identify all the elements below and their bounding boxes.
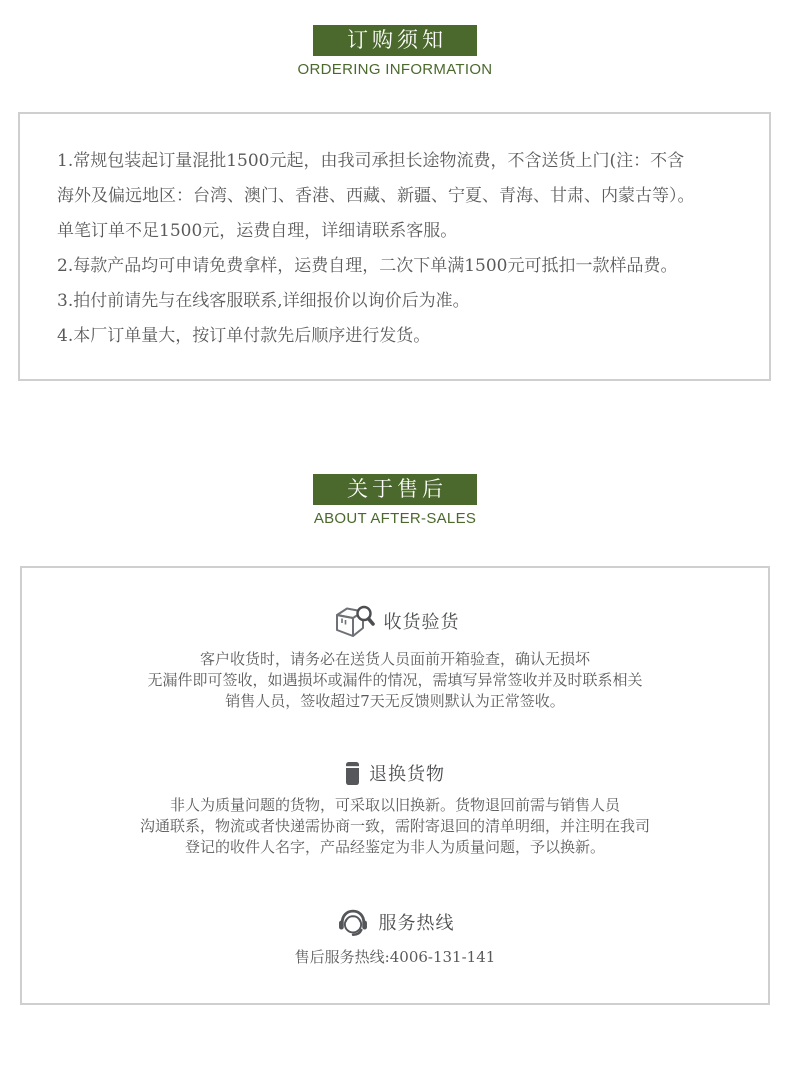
ordering-line: 4.本厂订单量大，按订单付款先后顺序进行发货。: [57, 326, 431, 346]
ordering-title-badge: 订购须知: [313, 25, 477, 56]
return-goods-icon: [345, 761, 360, 786]
headset-icon: [336, 906, 370, 938]
inspection-line: 客户收货时，请务必在送货人员面前开箱验查，确认无损坏: [199, 650, 590, 668]
hotline-title: 服务热线: [378, 913, 455, 933]
ordering-line: 单笔订单不足1500元，运费自理，详细请联系客服。: [57, 221, 458, 241]
ordering-notice-box: [18, 112, 771, 381]
inspection-text: [22, 649, 768, 712]
ordering-section-header: [0, 25, 790, 78]
ordering-line: 2.每款产品均可申请免费拿样，运费自理，二次下单满1500元可抵扣一款样品费。: [57, 256, 678, 276]
inspection-title: 收货验货: [383, 612, 460, 632]
after-sales-title-badge: 关于售后: [313, 474, 477, 505]
hotline-text: [22, 947, 768, 968]
hotline-number: 售后服务热线:4006-131-141: [294, 948, 496, 966]
inspection-block: [22, 602, 768, 712]
return-block: [22, 760, 768, 858]
return-line: 登记的收件人名字，产品经鉴定为非人为质量问题，予以换新。: [184, 838, 605, 856]
ordering-line: 海外及偏远地区：台湾、澳门、香港、西藏、新疆、宁夏、青海、甘肃、内蒙古等）。: [57, 186, 695, 206]
return-title-row: [22, 760, 768, 786]
after-sales-box: [20, 566, 770, 1005]
ordering-line: 3.拍付前请先与在线客服联系,详细报价以询价后为准。: [57, 291, 470, 311]
package-inspect-icon: [331, 602, 375, 640]
return-line: 沟通联系，物流或者快递需协商一致，需附寄退回的清单明细，并注明在我司: [139, 817, 650, 835]
inspection-line: 无漏件即可签收，如遇损坏或漏件的情况，需填写异常签收并及时联系相关: [147, 671, 643, 689]
hotline-title-row: [22, 906, 768, 938]
ordering-title-en: ORDERING INFORMATION: [297, 61, 493, 78]
after-sales-title-en: ABOUT AFTER-SALES: [313, 510, 477, 527]
ordering-line: 1.常规包装起订量混批1500元起，由我司承担长途物流费，不含送货上门(注：不含: [57, 151, 685, 171]
after-sales-section-header: [0, 474, 790, 527]
return-line: 非人为质量问题的货物，可采取以旧换新。货物退回前需与销售人员: [169, 796, 620, 814]
inspection-title-row: [22, 602, 768, 640]
return-title: 退换货物: [369, 764, 445, 784]
hotline-block: [22, 906, 768, 968]
inspection-line: 销售人员，签收超过7天无反馈则默认为正常签收。: [225, 692, 565, 710]
ordering-notice-text: [20, 114, 769, 354]
return-text: [22, 795, 768, 858]
